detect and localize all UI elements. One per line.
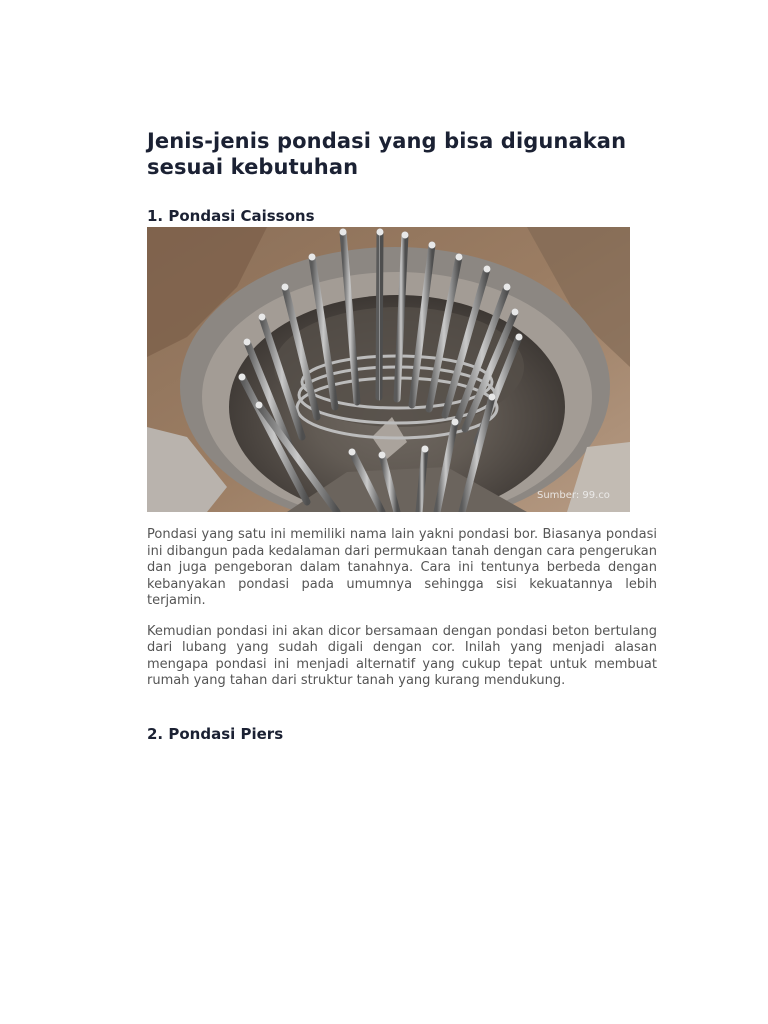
paragraph-caissons-intro: Pondasi yang satu ini memiliki nama lain yakni pondasi bor. Biasanya pondasi ini dibangun pada kedalaman dari permukaan tanah dengan cara pengerukan dan juga pengeboran dalam tanahnya. Cara ini tentunya berbeda dengan kebanyakan pondasi pada umumnya sehingga sisi kekuatannya lebih terjamin. (147, 527, 657, 608)
photo-watermark: Sumber: 99.co (537, 490, 610, 501)
section-heading-caissons: 1. Pondasi Caissons (147, 207, 315, 225)
caisson-foundation-photo (147, 227, 630, 512)
section-heading-piers: 2. Pondasi Piers (147, 725, 284, 743)
document-body (147, 128, 657, 743)
document-title: Jenis-jenis pondasi yang bisa digunakan sesuai kebutuhan (147, 129, 627, 179)
paragraph-caissons-detail: Kemudian pondasi ini akan dicor bersamaan dengan pondasi beton bertulang dari lubang yang sudah digali dengan cor. Inilah yang menjadi alasan mengapa pondasi ini menjadi alternatif yang cukup tepat untuk membuat rumah yang tahan dari struktur tanah yang kurang mendukung. (147, 623, 657, 688)
